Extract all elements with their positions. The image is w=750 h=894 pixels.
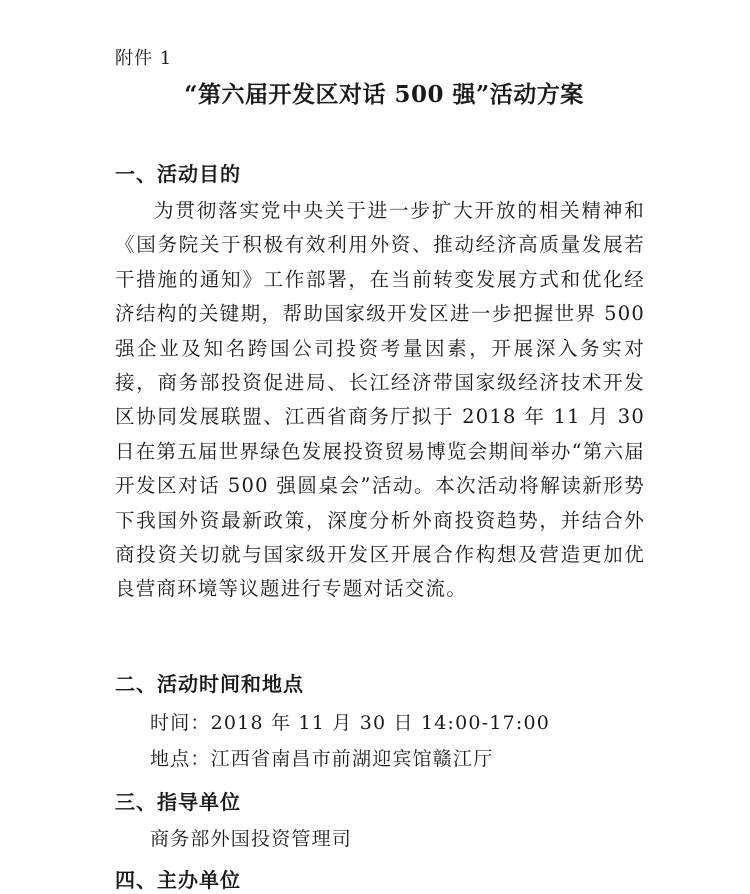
attachment-label: 附件 1 (115, 48, 173, 69)
section-heading-time-location: 二、活动时间和地点 (115, 672, 304, 696)
section-paragraph-purpose: 为贯彻落实党中央关于进一步扩大开放的相关精神和《国务院关于积极有效利用外资、推动经济高质量发展若干措施的通知》工作部署，在当前转变发展方式和优化经济结构的关键期，帮助国家级开发区进一步把握世界 500 强企业及知名跨国公司投资考量因素，开展深入务实对接，商务部投资促进局、长江经济带国家级经济技术开发区协同发展联盟、江西省商务厅拟于 2018 年 11 月 30 日在第五届世界绿色发展投资贸易博览会期间举办“第六届开发区对话 500 强圆桌会”活动。本次活动将解读新形势下我国外资最新政策，深度分析外商投资趋势，并结合外商投资关切就与国家级开发区开展合作构想及营造更加优良营商环境等议题进行专题对话交流。 (115, 199, 645, 601)
document-title: “第六届开发区对话 500 强”活动方案 (184, 81, 584, 108)
section-heading-organizer: 四、主办单位 (115, 868, 241, 892)
event-time: 时间：2018 年 11 月 30 日 14:00-17:00 (150, 712, 551, 734)
section-heading-purpose: 一、活动目的 (115, 162, 241, 186)
guidance-unit: 商务部外国投资管理司 (150, 828, 353, 850)
event-location: 地点：江西省南昌市前湖迎宾馆赣江厅 (150, 748, 494, 770)
section-heading-guidance: 三、指导单位 (115, 790, 241, 814)
